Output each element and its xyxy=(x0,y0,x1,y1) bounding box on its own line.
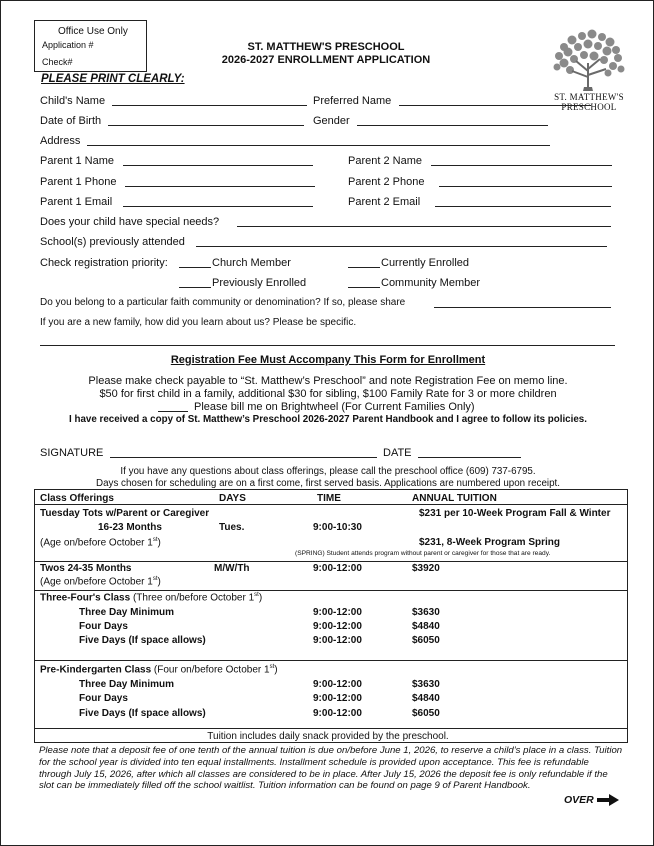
tuesday-tots-ages: 16-23 Months xyxy=(98,522,162,533)
special-needs-label: Does your child have special needs? xyxy=(40,216,220,228)
table-divider-2 xyxy=(34,590,628,591)
currently-enrolled-label: Currently Enrolled xyxy=(381,257,470,269)
age-note-close: ) xyxy=(157,576,161,588)
threefour-row-time: 9:00-12:00 xyxy=(313,607,362,618)
school-prev-input[interactable] xyxy=(196,236,607,247)
tuesday-tots-fee-spring: $231, 8-Week Program Spring xyxy=(419,537,560,548)
prek-row-time: 9:00-12:00 xyxy=(313,693,362,704)
learn-label: If you are a new family, how did you learn about us? Please be specific. xyxy=(40,317,357,328)
threefour-row-label: Five Days (If space allows) xyxy=(79,635,206,646)
school-prev-label: School(s) previously attended xyxy=(40,236,185,248)
tuesday-tots-days: Tues. xyxy=(219,522,245,533)
preferred-name-label: Preferred Name xyxy=(313,95,392,107)
prek-row-label: Four Days xyxy=(79,693,128,704)
special-needs-input[interactable] xyxy=(237,216,611,227)
threefour-row-label: Four Days xyxy=(79,621,128,632)
tuesday-tots-age-note xyxy=(40,537,161,548)
gender-label: Gender xyxy=(313,115,350,127)
table-divider-3 xyxy=(34,660,628,661)
prek-row-label: Five Days (If space allows) xyxy=(79,708,206,719)
parent2-email-input[interactable] xyxy=(435,196,611,207)
parent1-phone-input[interactable] xyxy=(125,176,315,187)
over-label xyxy=(564,794,619,806)
table-divider-4 xyxy=(34,728,628,729)
info-line-1: If you have any questions about class offerings, please call the preschool office (609) 737-6795. xyxy=(120,466,536,477)
prek-close: ) xyxy=(274,664,278,676)
office-use-box xyxy=(34,20,147,72)
threefour-title-text: Three-Four's Class xyxy=(40,592,131,604)
threefour-row-time: 9:00-12:00 xyxy=(313,635,362,646)
learn-input[interactable] xyxy=(40,335,615,346)
brightwheel-checkbox[interactable] xyxy=(158,401,188,412)
parent1-phone-label: Parent 1 Phone xyxy=(40,176,117,188)
application-number-label: Application # xyxy=(42,40,94,50)
right-arrow-icon xyxy=(597,794,619,806)
brightwheel-label: Please bill me on Brightwheel (For Current Families Only) xyxy=(194,401,475,413)
currently-enrolled-checkbox[interactable] xyxy=(348,257,380,268)
twos-time: 9:00-12:00 xyxy=(313,563,362,574)
age-note-sup: st xyxy=(152,537,158,543)
tuesday-tots-title: Tuesday Tots w/Parent or Caregiver xyxy=(40,508,210,519)
prek-row-fee: $4840 xyxy=(412,693,440,704)
prek-sup: st xyxy=(269,664,275,670)
tuesday-tots-time: 9:00-10:30 xyxy=(313,522,362,533)
prek-title-text: Pre-Kindergarten Class xyxy=(40,664,152,676)
header-class-offerings: Class Offerings xyxy=(40,493,114,504)
twos-fee: $3920 xyxy=(412,563,440,574)
threefour-row-fee: $4840 xyxy=(412,621,440,632)
address-label: Address xyxy=(40,135,81,147)
header-time: TIME xyxy=(317,493,341,504)
age-note-text: (Age on/before October 1 xyxy=(40,537,153,549)
age-note-text: (Age on/before October 1 xyxy=(40,576,153,588)
check-number-label: Check# xyxy=(42,57,73,67)
date-input[interactable] xyxy=(418,447,521,458)
church-member-label: Church Member xyxy=(212,257,291,269)
prek-row-fee: $3630 xyxy=(412,679,440,690)
parent2-name-label: Parent 2 Name xyxy=(348,155,422,167)
table-divider-1 xyxy=(34,561,628,562)
parent2-phone-label: Parent 2 Phone xyxy=(348,176,425,188)
parent1-email-label: Parent 1 Email xyxy=(40,196,113,208)
header-annual-tuition: ANNUAL TUITION xyxy=(412,493,497,504)
office-use-title: Office Use Only xyxy=(58,26,128,37)
fee-heading: Registration Fee Must Accompany This Form for Enrollment xyxy=(170,354,486,366)
snack-note: Tuition includes daily snack provided by the preschool. xyxy=(207,731,449,742)
previously-enrolled-label: Previously Enrolled xyxy=(212,277,307,289)
tuesday-tots-spring-note: (SPRING) Student attends program without parent or caregiver for those that are ready. xyxy=(295,550,551,557)
signature-label: SIGNATURE xyxy=(40,447,104,459)
handbook-agreement: I have received a copy of St. Matthew’s Preschool 2026-2027 Parent Handbook and I agree to follow its policies. xyxy=(69,414,587,425)
threefour-row-fee: $3630 xyxy=(412,607,440,618)
info-line-2: Days chosen for scheduling are on a first come, first served basis. Applications are numbered upon receipt. xyxy=(96,478,560,489)
prek-title xyxy=(40,664,278,675)
logo-line-2: PRESCHOOL xyxy=(561,102,617,112)
signature-input[interactable] xyxy=(110,447,377,458)
threefour-row-fee: $6050 xyxy=(412,635,440,646)
prek-sub: (Four on/before October 1 xyxy=(151,664,270,676)
parent1-name-label: Parent 1 Name xyxy=(40,155,114,167)
threefour-sup: st xyxy=(254,592,259,598)
prek-row-label: Three Day Minimum xyxy=(79,679,175,690)
community-member-label: Community Member xyxy=(381,277,481,289)
twos-age-note xyxy=(40,576,161,587)
previously-enrolled-checkbox[interactable] xyxy=(179,277,211,288)
fee-line-2: $50 for first child in a family, additional $30 for sibling, $100 Family Rate for 3 or more children xyxy=(99,388,557,400)
logo-line-1: ST. MATTHEW'S xyxy=(554,92,624,102)
community-member-checkbox[interactable] xyxy=(348,277,380,288)
date-label: DATE xyxy=(383,447,412,459)
childs-name-input[interactable] xyxy=(112,95,307,106)
priority-label: Check registration priority: xyxy=(40,257,168,269)
fee-line-1: Please make check payable to “St. Matthew’s Preschool” and note Registration Fee on memo line. xyxy=(88,375,568,387)
prek-row-fee: $6050 xyxy=(412,708,440,719)
print-clearly-label: PLEASE PRINT CLEARLY: xyxy=(41,73,185,85)
threefour-close: ) xyxy=(258,592,263,604)
parent2-email-label: Parent 2 Email xyxy=(348,196,421,208)
over-text: OVER xyxy=(564,794,594,806)
parent1-name-input[interactable] xyxy=(123,155,313,166)
threefour-row-label: Three Day Minimum xyxy=(79,607,175,618)
faith-input[interactable] xyxy=(434,297,611,308)
form-title-heading: 2026-2027 ENROLLMENT APPLICATION xyxy=(221,54,431,66)
tuesday-tots-fee-fall: $231 per 10-Week Program Fall & Winter xyxy=(419,508,611,519)
deposit-note: Please note that a deposit fee of one tenth of the annual tuition is due on/before June 1, 2026, to reserve a child’s place in a class. Tuition for the school year is divided into ten equal installments. Installment schedule is provided upon acceptance. This fee is refundable through July 15, 2026, after which all classes are considered to be in place. After July 15, 2026 the deposit fee is only refundable if the slot can be immediately filled off the school waitlist. Tuition information can be found on page 9 of Parent Handbook. xyxy=(39,745,623,792)
age-note-sup: st xyxy=(152,576,158,582)
twos-days: M/W/Th xyxy=(214,563,250,574)
age-note-close: ) xyxy=(157,537,161,549)
table-header-divider xyxy=(34,504,628,505)
church-member-checkbox[interactable] xyxy=(179,257,211,268)
address-input[interactable] xyxy=(87,135,550,146)
prek-row-time: 9:00-12:00 xyxy=(313,679,362,690)
childs-name-label: Child's Name xyxy=(40,95,106,107)
school-name-heading: ST. MATTHEW'S PRESCHOOL xyxy=(247,41,405,53)
parent1-email-input[interactable] xyxy=(123,196,313,207)
preferred-name-input[interactable] xyxy=(399,95,591,106)
faith-label: Do you belong to a particular faith community or denomination? If so, please share xyxy=(40,297,406,308)
threefour-row-time: 9:00-12:00 xyxy=(313,621,362,632)
dob-label: Date of Birth xyxy=(40,115,102,127)
threefour-sub: (Three on/before October 1 xyxy=(130,592,255,604)
parent2-name-input[interactable] xyxy=(431,155,612,166)
twos-title: Twos 24-35 Months xyxy=(40,563,132,574)
threefour-title xyxy=(40,592,262,603)
prek-row-time: 9:00-12:00 xyxy=(313,708,362,719)
header-days: DAYS xyxy=(219,493,246,504)
parent2-phone-input[interactable] xyxy=(439,176,612,187)
gender-input[interactable] xyxy=(357,115,548,126)
dob-input[interactable] xyxy=(108,115,304,126)
